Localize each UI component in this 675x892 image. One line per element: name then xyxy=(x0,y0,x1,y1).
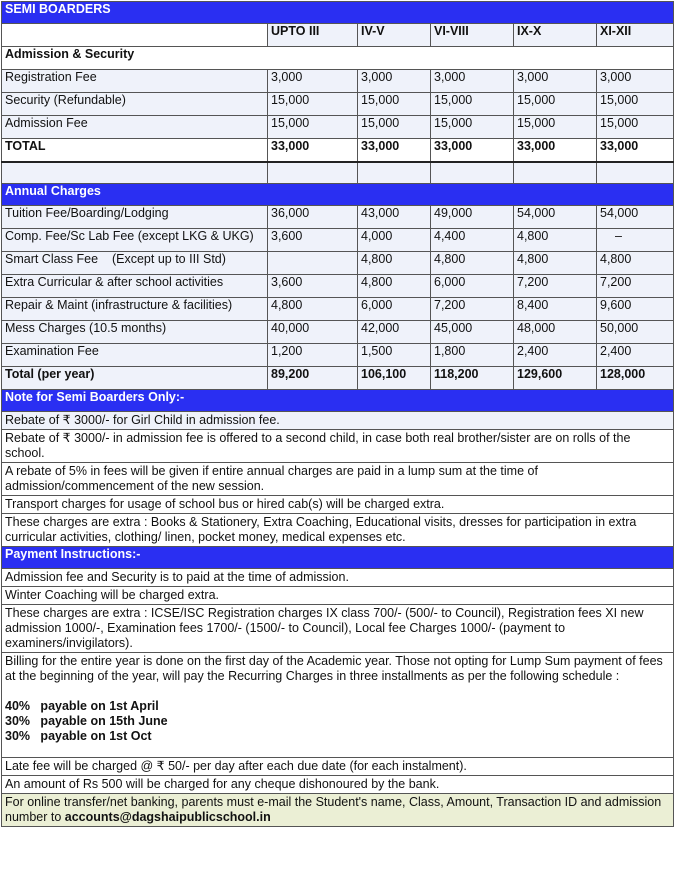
cell: 54,000 xyxy=(514,206,597,229)
payment-item: These charges are extra : ICSE/ISC Registration charges IX class 700/- (500/- to Council), Registration fees XI new admission 1000/-, Examination fees 1700/- (1500/- to Council), Local fee Charges 1000/- (payment to examiners/invigilators). xyxy=(2,605,674,653)
row-label: Extra Curricular & after school activities xyxy=(2,275,268,298)
row-label: Comp. Fee/Sc Lab Fee (except LKG & UKG) xyxy=(2,229,268,252)
schedule-item: 30% payable on 1st Oct xyxy=(5,729,152,743)
cell: 89,200 xyxy=(268,367,358,390)
cell: 3,000 xyxy=(358,70,431,93)
table-row xyxy=(2,344,674,367)
fee-table xyxy=(1,1,674,827)
cell: 15,000 xyxy=(358,116,431,139)
cell: 3,600 xyxy=(268,275,358,298)
cell: 3,000 xyxy=(268,70,358,93)
schedule-item: 40% payable on 1st April xyxy=(5,699,159,713)
total-row xyxy=(2,139,674,163)
cell: 2,400 xyxy=(514,344,597,367)
cell: 15,000 xyxy=(431,93,514,116)
note-item: These charges are extra : Books & Stationery, Extra Coaching, Educational visits, dresses for participation in extra curricular activities, clothing/ linen, pocket money, medical expenses etc. xyxy=(2,514,674,547)
cell: 4,800 xyxy=(268,298,358,321)
row-label: Smart Class Fee (Except up to III Std) xyxy=(2,252,268,275)
cell: 118,200 xyxy=(431,367,514,390)
row-label: Admission Fee xyxy=(2,116,268,139)
cell: 3,000 xyxy=(514,70,597,93)
cell: 15,000 xyxy=(514,93,597,116)
row-label: Examination Fee xyxy=(2,344,268,367)
cell: 3,000 xyxy=(431,70,514,93)
row-label: Security (Refundable) xyxy=(2,93,268,116)
cell: 3,000 xyxy=(597,70,674,93)
cell: 33,000 xyxy=(358,139,431,163)
column-header: XI-XII xyxy=(597,24,674,47)
column-header: IV-V xyxy=(358,24,431,47)
cell: 15,000 xyxy=(358,93,431,116)
billing-schedule xyxy=(2,653,674,758)
cell: 43,000 xyxy=(358,206,431,229)
cell: 4,400 xyxy=(431,229,514,252)
table-row xyxy=(2,298,674,321)
cell: 15,000 xyxy=(431,116,514,139)
fee-structure-sheet xyxy=(1,1,673,827)
column-header: IX-X xyxy=(514,24,597,47)
row-label: Registration Fee xyxy=(2,70,268,93)
row-label: Tuition Fee/Boarding/Lodging xyxy=(2,206,268,229)
payment-item: Winter Coaching will be charged extra. xyxy=(2,587,674,605)
cell: 7,200 xyxy=(514,275,597,298)
cell: 6,000 xyxy=(431,275,514,298)
cell: 2,400 xyxy=(597,344,674,367)
cell xyxy=(268,252,358,275)
cell: 15,000 xyxy=(597,116,674,139)
cell: 15,000 xyxy=(268,116,358,139)
cell: 33,000 xyxy=(431,139,514,163)
note-item: Transport charges for usage of school bus or hired cab(s) will be charged extra. xyxy=(2,496,674,514)
cell: 8,400 xyxy=(514,298,597,321)
section-heading-payment: Payment Instructions:- xyxy=(2,547,674,569)
cell: 1,200 xyxy=(268,344,358,367)
cell: 50,000 xyxy=(597,321,674,344)
cell: 4,800 xyxy=(597,252,674,275)
accounts-email-link[interactable]: accounts@dagshaipublicschool.in xyxy=(64,810,271,824)
section-heading-annual: Annual Charges xyxy=(2,184,674,206)
billing-text: Billing for the entire year is done on the first day of the Academic year. Those not opting for Lump Sum payment of fees at the beginning of the year, will pay the Recurring Charges in three installments as per the following schedule : xyxy=(5,654,663,683)
row-label: Repair & Maint (infrastructure & facilities) xyxy=(2,298,268,321)
table-row xyxy=(2,321,674,344)
table-row xyxy=(2,93,674,116)
spacer-row xyxy=(2,162,674,184)
table-row xyxy=(2,116,674,139)
column-header: UPTO III xyxy=(268,24,358,47)
cell: 4,800 xyxy=(358,275,431,298)
cell: 15,000 xyxy=(597,93,674,116)
cell: 54,000 xyxy=(597,206,674,229)
cell: 33,000 xyxy=(514,139,597,163)
cell: 4,800 xyxy=(514,252,597,275)
total-row xyxy=(2,367,674,390)
cell: 1,500 xyxy=(358,344,431,367)
row-label: Total (per year) xyxy=(2,367,268,390)
table-row xyxy=(2,206,674,229)
section-heading-notes: Note for Semi Boarders Only:- xyxy=(2,390,674,412)
row-label: Mess Charges (10.5 months) xyxy=(2,321,268,344)
online-transfer-note xyxy=(2,794,674,827)
cell: 40,000 xyxy=(268,321,358,344)
table-row xyxy=(2,275,674,298)
cell: 6,000 xyxy=(358,298,431,321)
cell: 36,000 xyxy=(268,206,358,229)
cell: 4,800 xyxy=(514,229,597,252)
cell: 48,000 xyxy=(514,321,597,344)
table-row xyxy=(2,252,674,275)
cell: – xyxy=(597,229,674,252)
cell: 129,600 xyxy=(514,367,597,390)
payment-item: Admission fee and Security is to paid at the time of admission. xyxy=(2,569,674,587)
cell: 4,800 xyxy=(431,252,514,275)
cell: 15,000 xyxy=(514,116,597,139)
cheque-note: An amount of Rs 500 will be charged for any cheque dishonoured by the bank. xyxy=(2,776,674,794)
sheet-title: SEMI BOARDERS xyxy=(2,2,674,24)
table-row xyxy=(2,229,674,252)
cell: 106,100 xyxy=(358,367,431,390)
cell: 128,000 xyxy=(597,367,674,390)
note-item: Rebate of ₹ 3000/- in admission fee is offered to a second child, in case both real brother/sister are on rolls of the school. xyxy=(2,430,674,463)
section-heading-admission: Admission & Security xyxy=(2,47,674,70)
late-fee-note: Late fee will be charged @ ₹ 50/- per day after each due date (for each instalment). xyxy=(2,758,674,776)
schedule-item: 30% payable on 15th June xyxy=(5,714,168,728)
table-row xyxy=(2,70,674,93)
cell: 15,000 xyxy=(268,93,358,116)
cell: 9,600 xyxy=(597,298,674,321)
cell: 45,000 xyxy=(431,321,514,344)
cell: 49,000 xyxy=(431,206,514,229)
cell: 33,000 xyxy=(597,139,674,163)
cell: 42,000 xyxy=(358,321,431,344)
cell: 7,200 xyxy=(597,275,674,298)
cell: 33,000 xyxy=(268,139,358,163)
note-item: Rebate of ₹ 3000/- for Girl Child in admission fee. xyxy=(2,412,674,430)
cell: 7,200 xyxy=(431,298,514,321)
cell: 4,000 xyxy=(358,229,431,252)
cell: 3,600 xyxy=(268,229,358,252)
note-item: A rebate of 5% in fees will be given if entire annual charges are paid in a lump sum at the time of admission/commencement of the new session. xyxy=(2,463,674,496)
online-transfer-text: For online transfer/net banking, parents must e-mail the Student's name, Class, Amount, Transaction ID and admission number to xyxy=(5,795,662,824)
column-header: VI-VIII xyxy=(431,24,514,47)
cell: 1,800 xyxy=(431,344,514,367)
row-label: TOTAL xyxy=(2,139,268,163)
column-header-row xyxy=(2,24,674,47)
cell: 4,800 xyxy=(358,252,431,275)
